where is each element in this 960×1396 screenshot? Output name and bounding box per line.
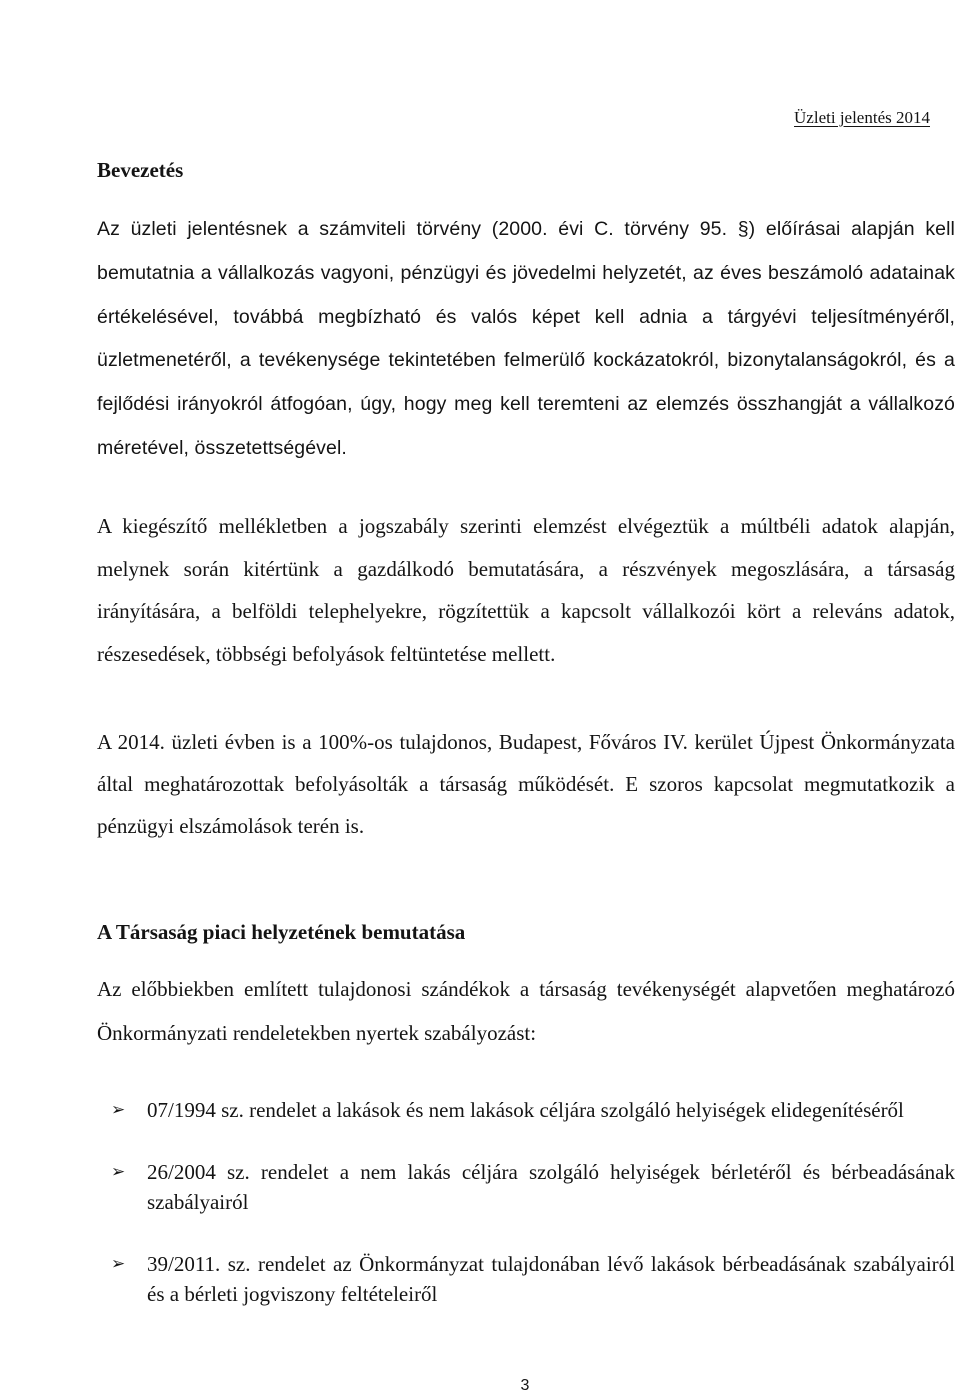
document-header: Üzleti jelentés 2014 xyxy=(794,108,930,127)
section-heading-introduction: Bevezetés xyxy=(97,158,184,182)
page-number: 3 xyxy=(520,1377,530,1394)
market-intro-paragraph: Az előbbiekben említett tulajdonosi szándékok a társaság tevékenységét alapvetően meghatározó Önkormányzati rendeletekben nyertek szabályozást: xyxy=(97,977,955,1045)
list-item-text: 07/1994 sz. rendelet a lakások és nem lakások céljára szolgáló helyiségek elidegenítéséről xyxy=(147,1098,904,1122)
list-item-text: 26/2004 sz. rendelet a nem lakás céljára szolgáló helyiségek bérletéről és bérbeadásának szabályairól xyxy=(147,1160,955,1214)
arrow-bullet-icon: ➢ xyxy=(111,1254,126,1273)
list-item xyxy=(97,1249,955,1309)
list-item xyxy=(97,1095,955,1125)
intro-paragraph-3: A 2014. üzleti évben is a 100%-os tulajdonos, Budapest, Főváros IV. kerület Újpest Önkormányzata által meghatározottak befolyásolták a társaság működését. E szoros kapcsolat megmutatkozik a pénzügyi elszámolások terén is. xyxy=(97,730,955,838)
arrow-bullet-icon: ➢ xyxy=(111,1100,126,1119)
list-item-text: 39/2011. sz. rendelet az Önkormányzat tulajdonában lévő lakások bérbeadásának szabályairól és a bérleti jogviszony feltételeiről xyxy=(147,1252,955,1306)
intro-paragraph-1: Az üzleti jelentésnek a számviteli törvény (2000. évi C. törvény 95. §) előírásai alapján kell bemutatnia a vállalkozás vagyoni, pénzügyi és jövedelmi helyzetét, az éves beszámoló adatainak értékelésével, továbbá megbízható és valós képet kell adnia a tárgyévi teljesítményéről, üzletmenetéről, a tevékenysége tekintetében felmerülő kockázatokról, bizonytalanságokról, és a fejlődési irányokról átfogóan, úgy, hogy meg kell teremteni az elemzés összhangját a vállalkozó méretével, összetettségével. xyxy=(97,218,955,459)
regulation-list xyxy=(97,1095,955,1309)
arrow-bullet-icon: ➢ xyxy=(111,1162,126,1181)
section-heading-market-position: A Társaság piaci helyzetének bemutatása xyxy=(97,920,466,944)
intro-paragraph-2: A kiegészítő mellékletben a jogszabály szerinti elemzést elvégeztük a múltbéli adatok alapján, melynek során kitértünk a gazdálkodó bemutatására, a részvények megoszlására, a társaság irányítására, a belföldi telephelyekre, rögzítettük a kapcsolt vállalkozói kört a releváns adatok, részesedések, többségi befolyások feltüntetése mellett. xyxy=(97,514,955,666)
list-item xyxy=(97,1157,955,1217)
